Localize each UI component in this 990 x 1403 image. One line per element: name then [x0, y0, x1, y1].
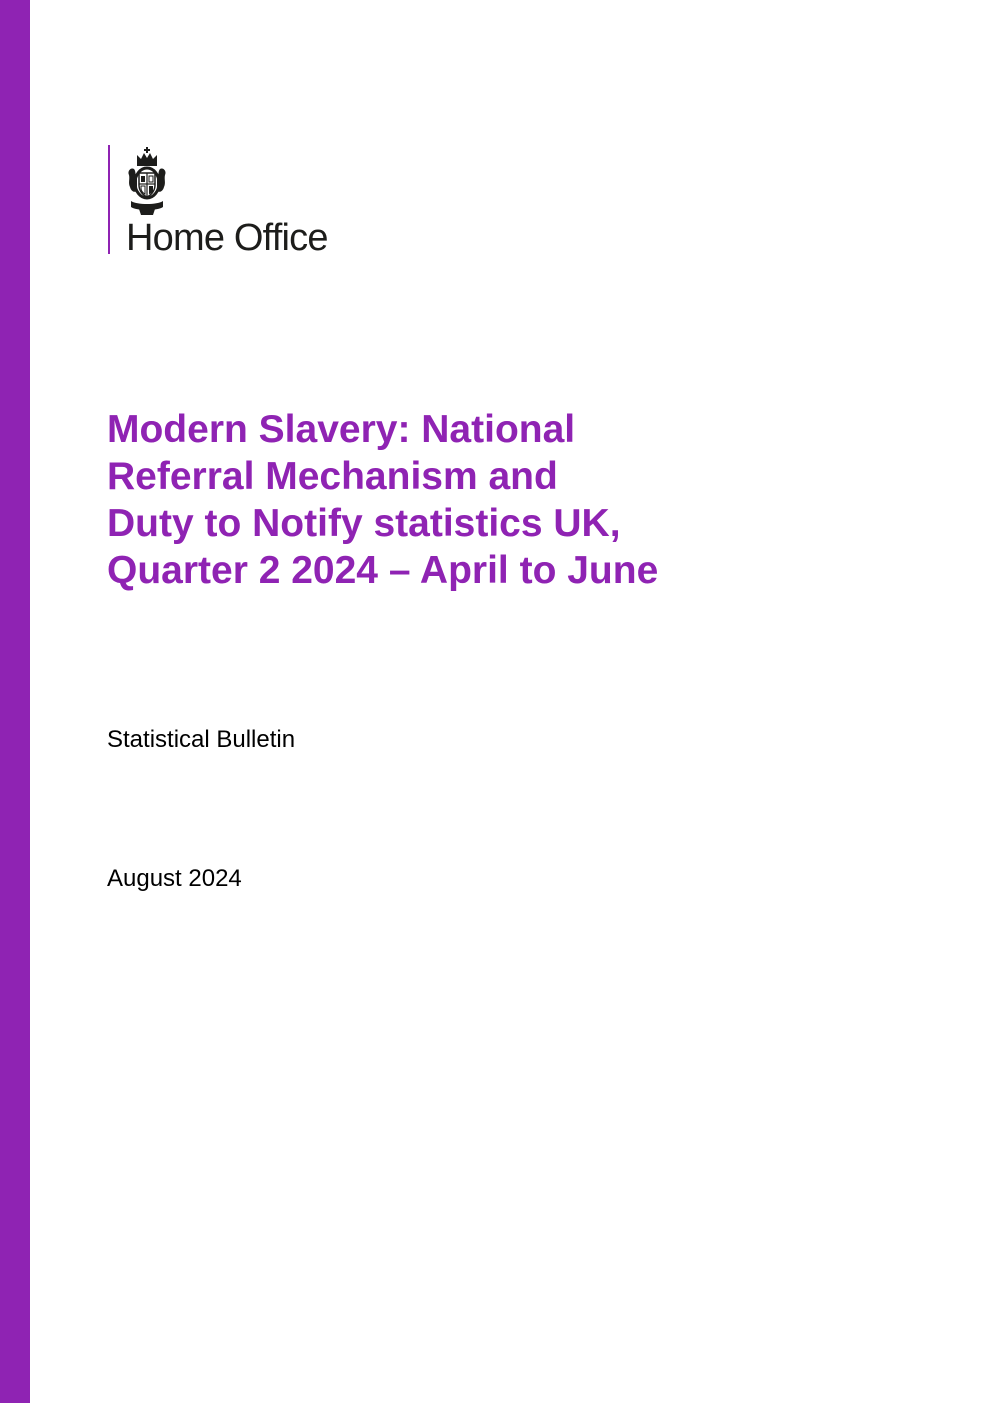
document-type: Statistical Bulletin — [107, 726, 296, 753]
logo-text: Home Office — [126, 217, 328, 259]
title-line: Quarter 2 2024 – April to June — [107, 549, 659, 592]
title-line: Modern Slavery: National — [107, 408, 576, 451]
title-line: Duty to Notify statistics UK, — [107, 502, 621, 545]
publication-date: August 2024 — [107, 865, 242, 892]
royal-coat-of-arms-icon — [125, 145, 169, 217]
accent-side-bar — [0, 0, 30, 1403]
title-line: Referral Mechanism and — [107, 455, 558, 498]
logo-rule — [108, 145, 110, 254]
home-office-logo — [108, 145, 428, 259]
page-title — [107, 406, 927, 594]
